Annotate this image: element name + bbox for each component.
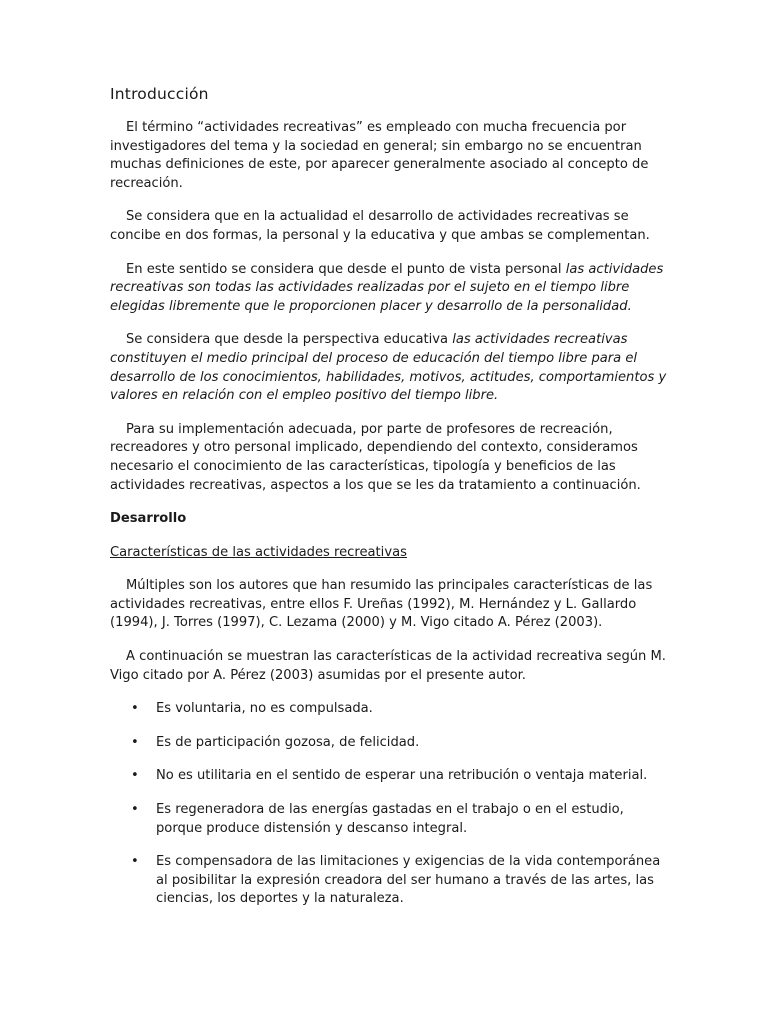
- characteristics-list: [110, 700, 670, 909]
- bullet-icon: •: [131, 768, 139, 784]
- development-paragraph-2-text: A continuación se muestran las características de la actividad recreativa según M. Vigo citado por A. Pérez (2003) asumidas por el presente autor.: [110, 649, 666, 683]
- list-item: [110, 853, 670, 909]
- development-paragraph-1: [110, 577, 670, 633]
- bullet-icon: •: [131, 802, 139, 818]
- intro-paragraph-4-text: Se considera que desde la perspectiva educativa: [126, 332, 453, 348]
- bullet-icon: •: [131, 734, 139, 750]
- intro-paragraph-5: [110, 421, 670, 495]
- list-item-text: Es voluntaria, no es compulsada.: [156, 701, 373, 717]
- intro-paragraph-1-text: El término “actividades recreativas” es empleado con mucha frecuencia por investigadores del tema y la sociedad en general; sin embargo no se encuentran muchas definiciones de este, por aparecer generalmente asociado al concepto de recreación.: [110, 120, 649, 191]
- intro-paragraph-3: [110, 261, 670, 317]
- intro-paragraph-4-italic: las actividades recreativas constituyen el medio principal del proceso de educación del tiempo libre para el desarrollo de los conocimientos, habilidades, motivos, actitudes, comportamientos y valores en relación con el empleo positivo del tiempo libre.: [110, 332, 667, 404]
- intro-paragraph-3-italic: las actividades recreativas son todas las actividades realizadas por el sujeto en el tiempo libre elegidas libremente que le proporcionen placer y desarrollo de la personalidad.: [110, 261, 664, 314]
- list-item-text: No es utilitaria en el sentido de esperar una retribución o ventaja material.: [156, 768, 648, 784]
- document-page: [110, 84, 670, 924]
- page-title: Introducción: [110, 85, 209, 103]
- list-item-text: Es compensadora de las limitaciones y exigencias de la vida contemporánea al posibilitar la expresión creadora del ser humano a través de las artes, las ciencias, los deportes y la naturaleza.: [156, 854, 661, 907]
- list-item: [110, 801, 670, 838]
- bullet-icon: •: [131, 854, 139, 870]
- development-paragraph-2: [110, 648, 670, 685]
- list-item: [110, 734, 670, 753]
- intro-paragraph-5-text: Para su implementación adecuada, por parte de profesores de recreación, recreadores y otro personal implicado, dependiendo del contexto, consideramos necesario el conocimiento de las características, tipología y beneficios de las actividades recreativas, aspectos a los que se les da tratamiento a continuación.: [110, 421, 641, 493]
- list-item: [110, 700, 670, 719]
- intro-paragraph-4: [110, 331, 670, 405]
- intro-paragraph-2: [110, 208, 670, 245]
- list-item-text: Es de participación gozosa, de felicidad.: [156, 734, 420, 750]
- list-item-text: Es regeneradora de las energías gastadas en el trabajo o en el estudio, porque produce distensión y descanso integral.: [156, 802, 624, 836]
- list-item: [110, 767, 670, 786]
- bullet-icon: •: [131, 701, 139, 717]
- intro-paragraph-2-text: Se considera que en la actualidad el desarrollo de actividades recreativas se concibe en dos formas, la personal y la educativa y que ambas se complementan.: [110, 209, 650, 243]
- section-heading-desarrollo: Desarrollo: [110, 511, 187, 527]
- subsection-heading-caracteristicas: Características de las actividades recreativas: [110, 544, 407, 560]
- intro-paragraph-3-text: En este sentido se considera que desde el punto de vista personal: [126, 261, 566, 277]
- intro-paragraph-1: [110, 119, 670, 193]
- development-paragraph-1-text: Múltiples son los autores que han resumido las principales características de las actividades recreativas, entre ellos F. Ureñas (1992), M. Hernández y L. Gallardo (1994), J. Torres (1997), C. Lezama (2000) y M. Vigo citado A. Pérez (2003).: [110, 578, 653, 631]
